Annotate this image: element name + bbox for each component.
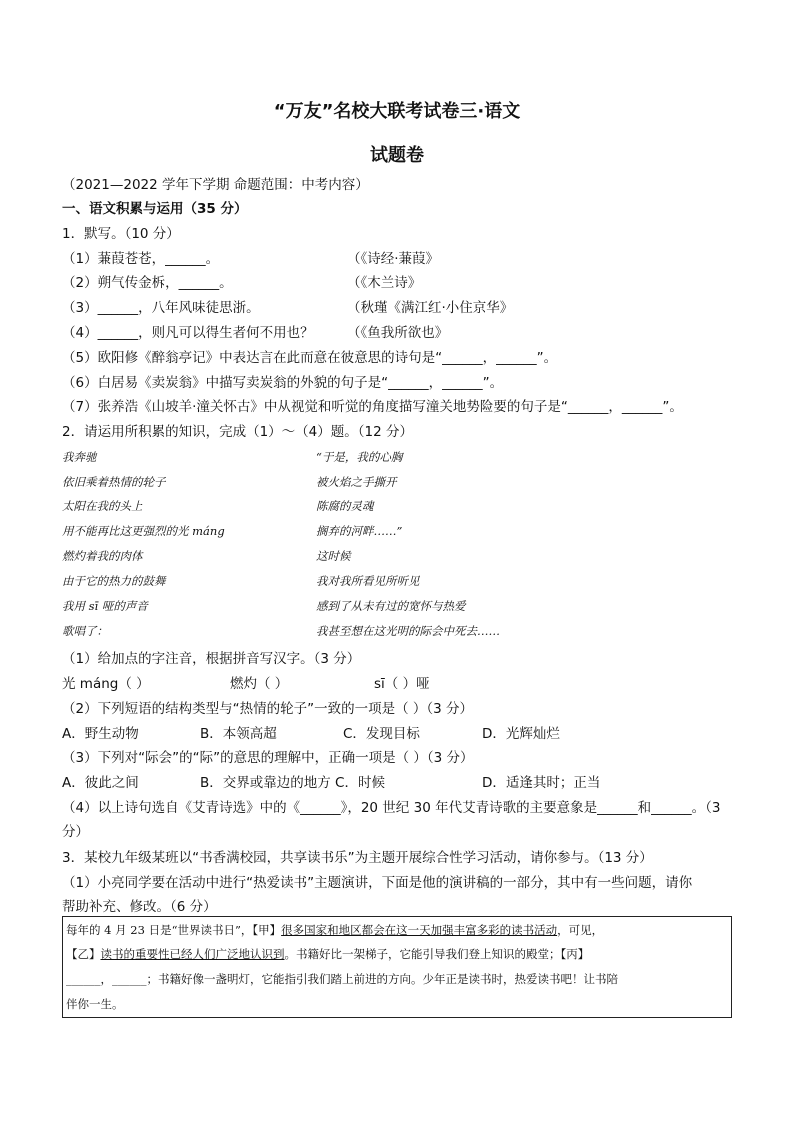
q2-sub-1-blank: 燃灼（ ） <box>230 676 289 692</box>
exam-meta: （2021—2022 学年下学期 命题范围：中考内容） <box>62 177 369 193</box>
poem-right-line: 我对我所看见所听见 <box>316 574 420 588</box>
q2-sub-2-option: D．光辉灿烂 <box>482 726 560 742</box>
q2-sub-1-blank: 光 máng（ ） <box>62 676 150 692</box>
question-1-stem: 1．默写。（10 分） <box>62 226 180 242</box>
poem-left-line: 燃灼着我的肉体 <box>62 549 143 563</box>
q2-sub-3-option: B．交界或靠边的地方 C．时候 <box>200 775 385 791</box>
q2-sub-2-option: C．发现目标 <box>343 726 420 742</box>
poem-right-line: 感到了从未有过的宽怀与热爱 <box>316 599 466 613</box>
q1-item-3-source: （秋瑾《满江红·小住京华》 <box>347 300 514 316</box>
q1-item-2: （2）朔气传金柝，______。 <box>62 275 233 291</box>
q3-sub-1: （1）小亮同学要在活动中进行“热爱读书”主题演讲，下面是他的演讲稿的一部分，其中有一些问题，请你 <box>62 875 693 891</box>
poem-right-line: 这时候 <box>316 549 351 563</box>
speech-text: 【乙】 <box>66 947 101 961</box>
q2-sub-3-option: A．彼此之间 <box>62 775 139 791</box>
q1-item-1-source: （《诗经·蒹葭》 <box>347 251 440 267</box>
poem-left-line: 由于它的热力的鼓舞 <box>62 574 166 588</box>
speech-text: 每年的 4 月 23 日是“世界读书日”，【甲】 <box>66 923 282 937</box>
question-3-stem: 3．某校九年级某班以“书香满校园，共享读书乐”为主题开展综合性学习活动，请你参与。（13 分） <box>62 850 653 866</box>
poem-right-line: 被火焰之手撕开 <box>316 475 397 489</box>
q1-item-4: （4）______，则凡可以得生者何不用也？ <box>62 325 314 341</box>
underlined-sentence-a: 很多国家和地区都会在这一天加强丰富多彩的读书活动 <box>281 923 558 937</box>
q1-item-4-source: （《鱼我所欲也》 <box>347 325 449 341</box>
q1-item-1: （1）蒹葭苍苍，______。 <box>62 251 220 267</box>
q2-sub-2-option: B．本领高超 <box>200 726 277 742</box>
section-heading: 一、语文积累与运用（35 分） <box>62 201 248 217</box>
q1-item-5: （5）欧阳修《醉翁亭记》中表达言在此而意在彼意思的诗句是“______，______”。 <box>62 350 558 366</box>
q2-sub-1: （1）给加点的字注音，根据拼音写汉字。（3 分） <box>62 651 361 667</box>
speech-line-2 <box>66 946 589 962</box>
q2-sub-3: （3）下列对“际会”的“际”的意思的理解中，正确一项是（ ）（3 分） <box>62 750 474 766</box>
q2-sub-3-option: D．适逢其时；正当 <box>482 775 601 791</box>
q2-sub-2-option: A．野生动物 <box>62 726 139 742</box>
poem-right-line: 搁弃的河畔……” <box>316 524 403 538</box>
poem-right-line: “于是，我的心胸 <box>316 450 403 464</box>
poem-left-line: 歌唱了： <box>62 624 108 638</box>
q1-item-6: （6）白居易《卖炭翁》中描写卖炭翁的外貌的句子是“______，______”。 <box>62 375 504 391</box>
q2-sub-2: （2）下列短语的结构类型与“热情的轮子”一致的一项是（ ）（3 分） <box>62 701 473 717</box>
q1-item-7: （7）张养浩《山坡羊·潼关怀古》中从视觉和听觉的角度描写潼关地势险要的句子是“______，______”。 <box>62 399 683 415</box>
q2-sub-1-blank: sī（ ）哑 <box>374 676 430 692</box>
speech-line-1 <box>66 922 603 938</box>
poem-left-line: 太阳在我的头上 <box>62 499 143 513</box>
question-2-stem: 2．请运用所积累的知识，完成（1）～（4）题。（12 分） <box>62 424 413 440</box>
speech-text: 。书籍好比一架梯子，它能引导我们登上知识的殿堂；【丙】 <box>284 947 590 961</box>
q2-sub-4: （4）以上诗句选自《艾青诗选》中的《______》，20 世纪 30 年代艾青诗歌的主要意象是______和______。（3 <box>62 800 721 816</box>
q2-sub-4-cont: 分） <box>62 824 89 840</box>
q3-sub-1-cont: 帮助补充、修改。（6 分） <box>62 899 217 915</box>
exam-title: “万友”名校大联考试卷三·语文 <box>273 101 521 122</box>
poem-left-line: 依旧乘着热情的轮子 <box>62 475 166 489</box>
speech-text: ，可见， <box>557 923 604 937</box>
poem-left-line: 我用 sī 哑的声音 <box>62 599 148 613</box>
q1-item-3: （3）______，八年风味徒思浙。 <box>62 300 260 316</box>
speech-line-4: 伴你一生。 <box>66 997 124 1011</box>
poem-right-line: 我甚至想在这光明的际会中死去…… <box>316 624 500 638</box>
underlined-sentence-b: 读书的重要性已经人们广泛地认识到 <box>100 947 285 961</box>
speech-line-3: ______，______；书籍好像一盏明灯，它能指引我们踏上前进的方向。少年正是读书时，热爱读书吧！让书陪 <box>66 972 618 986</box>
poem-left-line: 我奔驰 <box>62 450 97 464</box>
poem-right-line: 陈腐的灵魂 <box>316 499 374 513</box>
exam-subtitle: 试题卷 <box>370 145 424 166</box>
q1-item-2-source: （《木兰诗》 <box>347 275 422 291</box>
poem-left-line: 用不能再比这更强烈的光 máng <box>62 524 225 538</box>
